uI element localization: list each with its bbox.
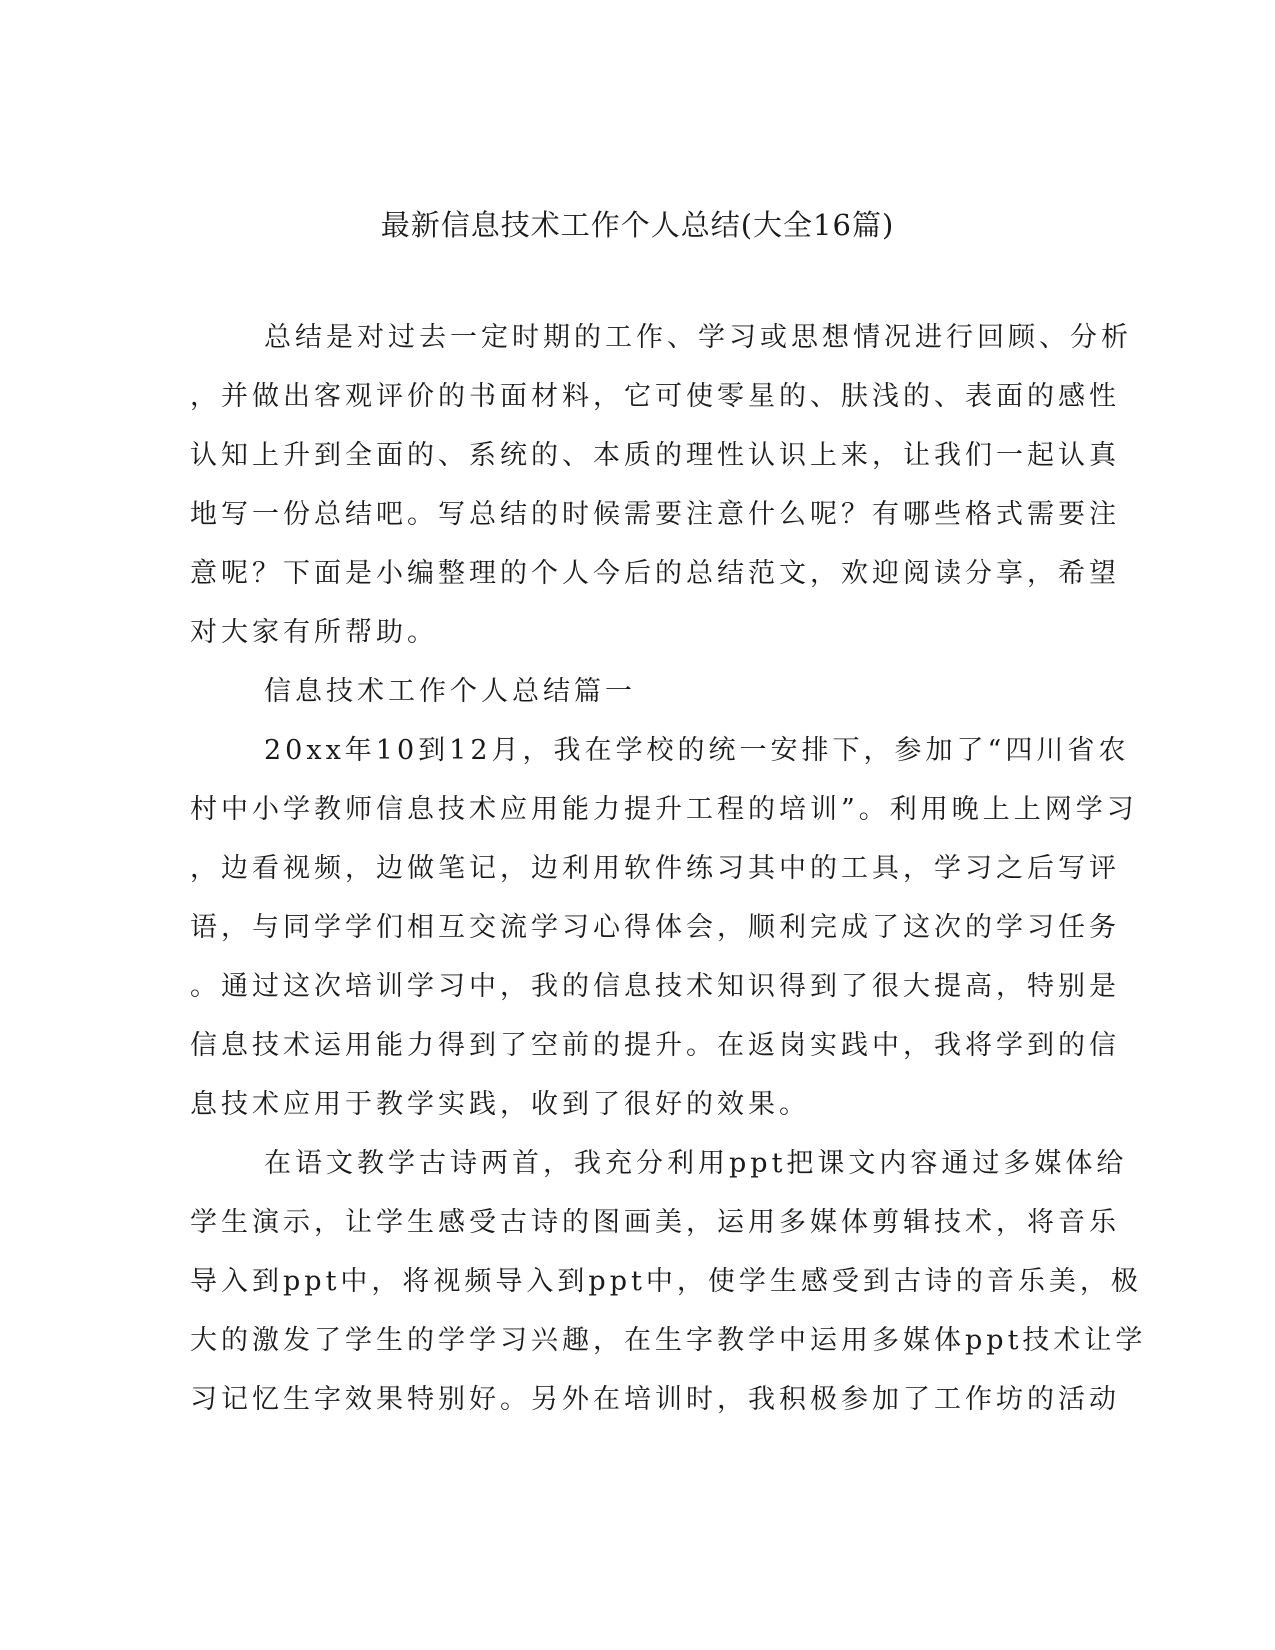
section-heading: 信息技术工作个人总结篇一 <box>264 676 636 707</box>
paragraph-line: 。通过这次培训学习中，我的信息技术知识得到了很大提高，特别是 <box>190 971 1120 1002</box>
paragraph-line: 意呢？下面是小编整理的个人今后的总结范文，欢迎阅读分享，希望 <box>190 558 1120 589</box>
paragraph-line: ，并做出客观评价的书面材料，它可使零星的、肤浅的、表面的感性 <box>190 381 1120 412</box>
paragraph-line: 在语文教学古诗两首，我充分利用ppt把课文内容通过多媒体给 <box>264 1148 1128 1179</box>
paragraph-line: 对大家有所帮助。 <box>190 617 438 648</box>
paragraph-line: 认知上升到全面的、系统的、本质的理性认识上来，让我们一起认真 <box>190 440 1120 471</box>
paragraph-line: 大的激发了学生的学学习兴趣，在生字教学中运用多媒体ppt技术让学 <box>190 1325 1147 1356</box>
paragraph-line: 地写一份总结吧。写总结的时候需要注意什么呢？有哪些格式需要注 <box>190 499 1120 530</box>
paragraph-line: 总结是对过去一定时期的工作、学习或思想情况进行回顾、分析 <box>264 322 1132 353</box>
paragraph-line: 信息技术运用能力得到了空前的提升。在返岗实践中，我将学到的信 <box>190 1030 1120 1061</box>
paragraph-line: 导入到ppt中，将视频导入到ppt中，使学生感受到古诗的音乐美，极 <box>190 1266 1142 1297</box>
paragraph-line: 村中小学教师信息技术应用能力提升工程的培训”。利用晚上上网学习 <box>190 794 1138 825</box>
paragraph-line: 习记忆生字效果特别好。另外在培训时，我积极参加了工作坊的活动 <box>190 1384 1120 1415</box>
paragraph-line: 语，与同学学们相互交流学习心得体会，顺利完成了这次的学习任务 <box>190 912 1120 943</box>
document-title: 最新信息技术工作个人总结(大全16篇) <box>380 208 895 242</box>
paragraph-line: 20xx年10到12月，我在学校的统一安排下，参加了“四川省农 <box>264 735 1130 766</box>
paragraph-line: ，边看视频，边做笔记，边利用软件练习其中的工具，学习之后写评 <box>190 853 1120 884</box>
paragraph-line: 学生演示，让学生感受古诗的图画美，运用多媒体剪辑技术，将音乐 <box>190 1207 1120 1238</box>
paragraph-line: 息技术应用于教学实践，收到了很好的效果。 <box>190 1089 810 1120</box>
